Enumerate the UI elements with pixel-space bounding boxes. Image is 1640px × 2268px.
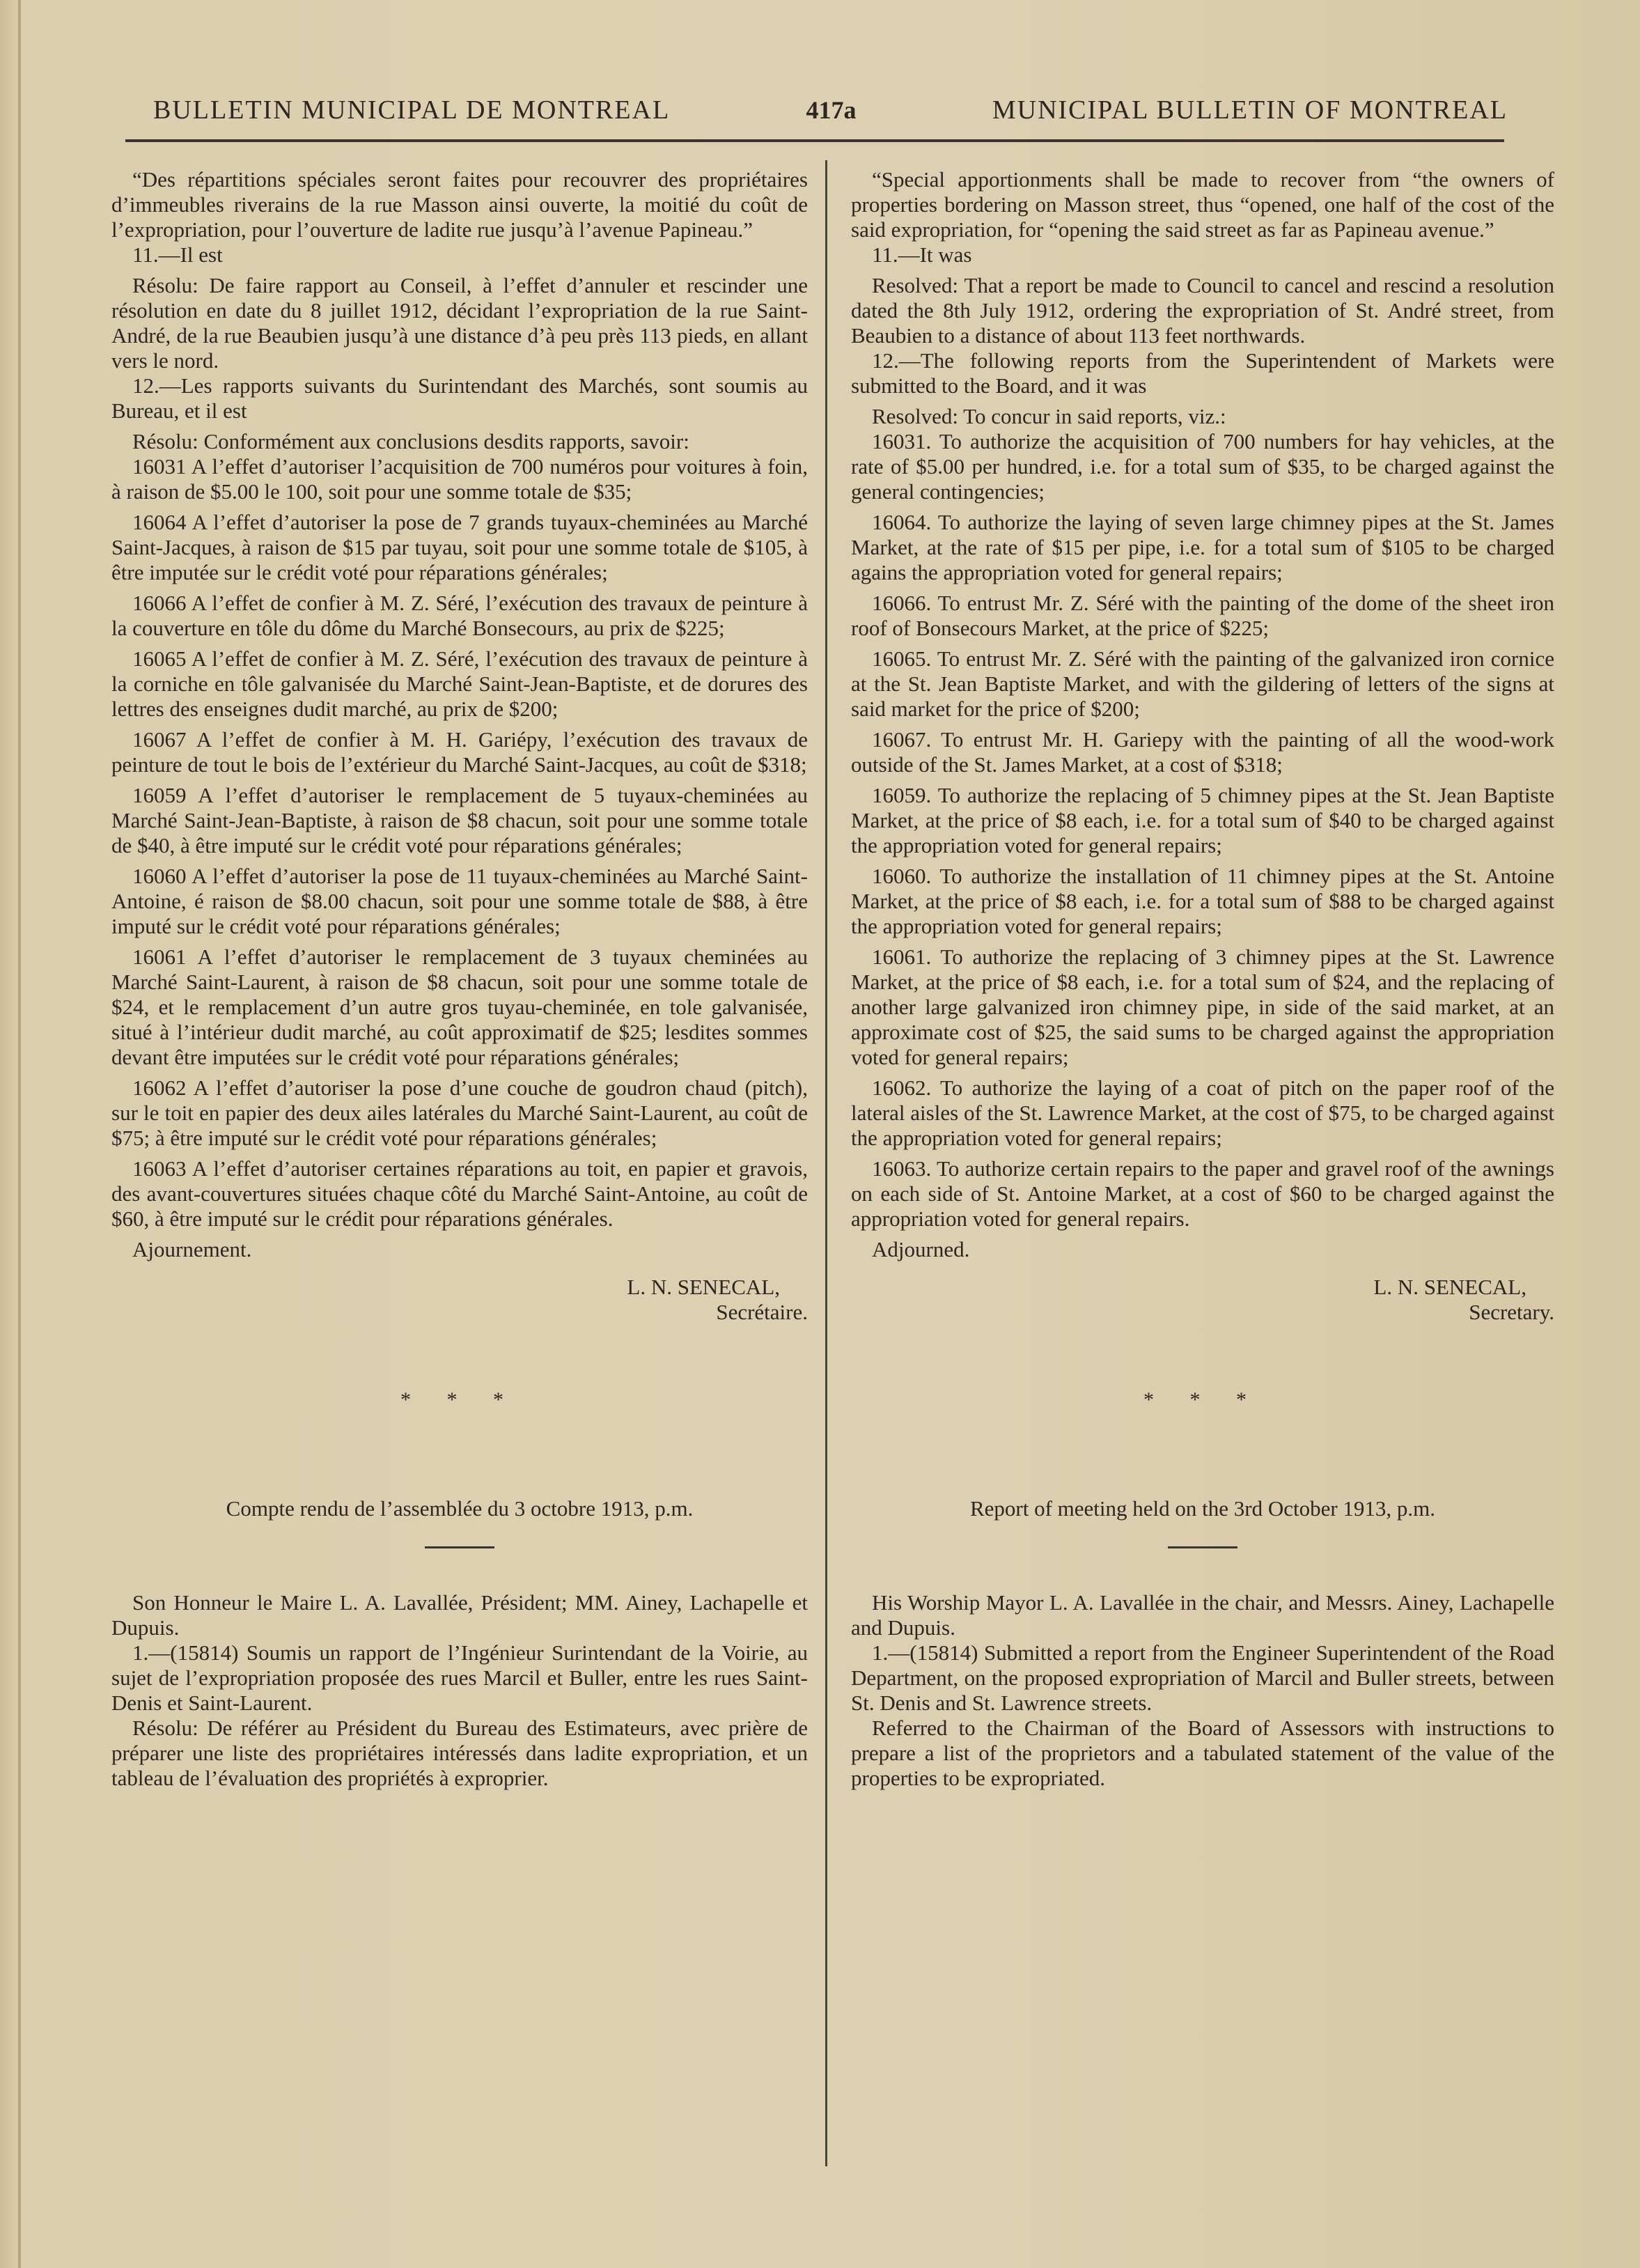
fr-list-item: 16066 A l’effet de confier à M. Z. Séré, l’exécution des travaux de peinture à la couverture en tôle du dôme du Marché Bonsecours, au prix de $225; xyxy=(111,591,808,640)
english-column xyxy=(851,167,1554,1791)
en-paragraph: Resolved: To concur in said reports, viz.: xyxy=(872,404,1226,428)
binding-edge xyxy=(18,0,21,2268)
en-section-separator: * * * xyxy=(1143,1388,1262,1411)
column-divider xyxy=(825,160,827,2166)
en-signature xyxy=(851,1275,1554,1325)
en-paragraph: Resolved: That a report be made to Council to cancel and rescind a resolution dated the 8th July 1912, ordering the expropriation of St. André street, from Beaubien to a distance of about 113 feet northwards. xyxy=(851,273,1554,348)
fr-item-1-resolution: Résolu: De référer au Président du Bureau des Estimateurs, avec prière de préparer une liste des propriétaires intéressés dans ladite expropriation, et un tableau de l’évaluation des propriétés à exproprier. xyxy=(111,1716,808,1790)
en-paragraph: 12.—The following reports from the Superintendent of Markets were submitted to the Board, and it was xyxy=(851,348,1554,398)
fr-item-1: 1.—(15814) Soumis un rapport de l’Ingénieur Surintendant de la Voirie, au sujet de l’expropriation proposée des rues Marcil et Buller, entre les rues Saint-Denis et Saint-Laurent. xyxy=(111,1640,808,1715)
en-list-item: 16065. To entrust Mr. Z. Séré with the painting of the galvanized iron cornice at the St. Jean Baptiste Market, and with the gildering of letters of the signs at said market for the price of $200; xyxy=(851,646,1554,721)
french-column xyxy=(111,167,808,1791)
fr-signature-name: L. N. SENECAL, xyxy=(627,1275,780,1299)
fr-paragraph: Résolu: Conformément aux conclusions desdits rapports, savoir: xyxy=(132,429,689,453)
fr-section-separator: * * * xyxy=(400,1388,519,1411)
en-list-item: 16061. To authorize the replacing of 3 chimney pipes at the St. Lawrence Market, at the price of $8 each, i.e. for a total sum of $24, and the replacing of another large galvanized iron chimney pipe, in side of the said market, at an approximate cost of $25, the said sums to be charged against the appropriation voted for general repairs; xyxy=(851,945,1554,1069)
en-paragraph: 11.—It was xyxy=(872,242,972,267)
fr-paragraph: 12.—Les rapports suivants du Surintendant des Marchés, sont soumis au Bureau, et il est xyxy=(111,373,808,423)
en-report-title: Report of meeting held on the 3rd October 1913, p.m. xyxy=(969,1496,1436,1521)
header-rule xyxy=(125,139,1504,142)
page-header xyxy=(153,89,1508,131)
fr-list-item: 16062 A l’effet d’autoriser la pose d’une couche de goudron chaud (pitch), sur le toit en papier des deux ailes latérales du Marché Saint-Laurent, au coût de $75; à être imputé sur le crédit voté pour réparations générales; xyxy=(111,1075,808,1150)
en-list-item: 16067. To entrust Mr. H. Gariepy with the painting of all the wood-work outside of the St. James Market, at a cost of $318; xyxy=(851,727,1554,777)
fr-signature-title: Secrétaire. xyxy=(716,1300,808,1324)
fr-short-rule xyxy=(425,1546,494,1548)
fr-list-item: 16064 A l’effet d’autoriser la pose de 7 grands tuyaux-cheminées au Marché Saint-Jacques, à raison de $15 par tuyau, soit pour une somme totale de $105, à être imputée sur le crédit voté pour réparations générales; xyxy=(111,510,808,584)
en-list-item: 16059. To authorize the replacing of 5 chimney pipes at the St. Jean Baptiste Market, at the price of $8 each, i.e. for a total sum of $40 to be charged against the appropriation voted for general repairs; xyxy=(851,783,1554,857)
en-item-1: 1.—(15814) Submitted a report from the Engineer Superintendent of the Road Department, on the proposed expropriation of Marcil and Buller streets, between St. Denis and St. Lawrence streets. xyxy=(851,1640,1554,1715)
header-title-en: MUNICIPAL BULLETIN OF MONTREAL xyxy=(992,95,1508,125)
fr-report-title: Compte rendu de l’assemblée du 3 octobre 1913, p.m. xyxy=(226,1496,694,1521)
fr-paragraph: Résolu: De faire rapport au Conseil, à l’effet d’annuler et rescinder une résolution en date du 8 juillet 1912, décidant l’expropriation de la rue Saint-André, de la rue Beaubien jusqu’à une distance d’à peu près 113 pieds, en allant vers le nord. xyxy=(111,273,808,373)
header-title-fr: BULLETIN MUNICIPAL DE MONTREAL xyxy=(153,95,671,125)
fr-paragraph: 11.—Il est xyxy=(132,242,223,267)
fr-list-item: 16065 A l’effet de confier à M. Z. Séré, l’exécution des travaux de peinture à la corniche en tôle galvanisée du Marché Saint-Jean-Baptiste, et de dorures des lettres des enseignes dudit marché, au prix de $200; xyxy=(111,646,808,721)
en-attendance: His Worship Mayor L. A. Lavallée in the chair, and Messrs. Ainey, Lachapelle and Dupuis. xyxy=(851,1590,1554,1640)
fr-adjournment: Ajournement. xyxy=(132,1237,252,1261)
en-list-item: 16060. To authorize the installation of 11 chimney pipes at the St. Antoine Market, at the price of $8 each, i.e. for a total sum of $88 to be charged against the appropriation voted for general repairs; xyxy=(851,864,1554,938)
en-list-item: 16031. To authorize the acquisition of 700 numbers for hay vehicles, at the rate of $5.00 per hundred, i.e. for a total sum of $35, to be charged against the general contingencies; xyxy=(851,429,1554,504)
fr-list-item: 16063 A l’effet d’autoriser certaines réparations au toit, en papier et gravois, des avant-couvertures situées chaque côté du Marché Saint-Antoine, au coût de $60, à être imputé sur le crédit pour réparations générales. xyxy=(111,1156,808,1231)
en-list-item: 16064. To authorize the laying of seven large chimney pipes at the St. James Market, at the rate of $15 per pipe, i.e. for a total sum of $105 to be charged agains the appropriation voted for general repairs; xyxy=(851,510,1554,584)
fr-paragraph: “Des répartitions spéciales seront faites pour recouvrer des propriétaires d’immeubles riverains de la rue Masson ainsi ouverte, la moitié du coût de l’expropriation, pour l’ouverture de ladite rue jusqu’à l’avenue Papineau.” xyxy=(111,167,808,242)
fr-list-item: 16067 A l’effet de confier à M. H. Gariépy, l’exécution des travaux de peinture de tout le bois de l’extérieur du Marché Saint-Jacques, au coût de $318; xyxy=(111,727,808,777)
en-signature-title: Secretary. xyxy=(1469,1300,1554,1324)
en-short-rule xyxy=(1168,1546,1237,1548)
en-adjournment: Adjourned. xyxy=(872,1237,970,1261)
fr-list-item: 16059 A l’effet d’autoriser le remplacement de 5 tuyaux-cheminées au Marché Saint-Jean-Baptiste, à raison de $8 chacun, soit pour une somme totale de $40, à être imputé sur le crédit voté pour réparations générales; xyxy=(111,783,808,857)
fr-attendance: Son Honneur le Maire L. A. Lavallée, Président; MM. Ainey, Lachapelle et Dupuis. xyxy=(111,1590,808,1640)
fr-signature xyxy=(111,1275,808,1325)
en-list-item: 16062. To authorize the laying of a coat of pitch on the paper roof of the lateral aisles of the St. Lawrence Market, at the cost of $75, to be charged against the appropriation voted for general repairs; xyxy=(851,1075,1554,1150)
fr-list-item: 16061 A l’effet d’autoriser le remplacement de 3 tuyaux cheminées au Marché Saint-Laurent, à raison de $8 chacun, soit pour une somme totale de $24, et le remplacement d’un autre gros tuyau-cheminée, en tole galvanisée, situé à l’intérieur dudit marché, au coût approximatif de $25; lesdites sommes devant être imputées sur le crédit voté pour réparations générales; xyxy=(111,945,808,1069)
page-number: 417a xyxy=(806,96,857,124)
en-list-item: 16063. To authorize certain repairs to the paper and gravel roof of the awnings on each side of St. Antoine Market, at a cost of $60 to be charged against the appropriation voted for general repairs. xyxy=(851,1156,1554,1231)
en-signature-name: L. N. SENECAL, xyxy=(1373,1275,1526,1299)
fr-list-item: 16060 A l’effet d’autoriser la pose de 11 tuyaux-cheminées au Marché Saint-Antoine, é raison de $8.00 chacun, soit pour une somme totale de $88, à être imputé sur le crédit voté pour réparations générales; xyxy=(111,864,808,938)
fr-list-item: 16031 A l’effet d’autoriser l’acquisition de 700 numéros pour voitures à foin, à raison de $5.00 le 100, soit pour une somme totale de $35; xyxy=(111,454,808,504)
en-list-item: 16066. To entrust Mr. Z. Séré with the painting of the dome of the sheet iron roof of Bonsecours Market, at the price of $225; xyxy=(851,591,1554,640)
en-item-1-resolution: Referred to the Chairman of the Board of Assessors with instructions to prepare a list of the proprietors and a tabulated statement of the value of the properties to be expropriated. xyxy=(851,1716,1554,1790)
en-paragraph: “Special apportionments shall be made to recover from “the owners of properties bordering on Masson street, thus “opened, one half of the cost of the said expropriation, for “opening the said street as far as Papineau avenue.” xyxy=(851,167,1554,242)
